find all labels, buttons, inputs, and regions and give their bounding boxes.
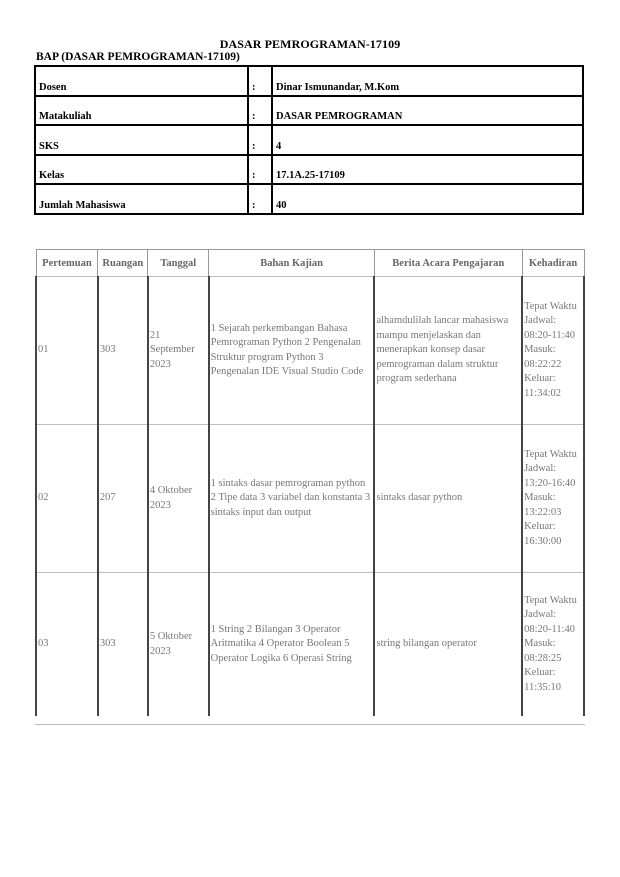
- cell-bahan-kajian: 1 String 2 Bilangan 3 Operator Aritmatika 4 Operator Boolean 5 Operator Logika 6 Operasi String: [209, 573, 375, 717]
- info-row-matakuliah: [35, 96, 583, 126]
- table-row: [36, 425, 584, 573]
- cell-berita-acara: alhamdulilah lancar mahasiswa mampu menjelaskan dan menerapkan konsep dasar pemrograman dalam struktur program sederhana: [374, 277, 522, 425]
- cell-kehadiran: Tepat Waktu Jadwal: 08:20-11:40 Masuk: 08:22:22 Keluar: 11:34:02: [522, 277, 584, 425]
- table-row: [36, 573, 584, 717]
- cell-pertemuan: 01: [36, 277, 98, 425]
- info-label: Kelas: [35, 155, 248, 185]
- info-row-dosen: [35, 66, 583, 96]
- document-title: DASAR PEMROGRAMAN-17109: [219, 37, 401, 51]
- table-header-row: [36, 250, 584, 277]
- info-row-sks: [35, 125, 583, 155]
- column-header-pertemuan: Pertemuan: [36, 250, 98, 277]
- info-separator: :: [248, 96, 272, 126]
- column-header-berita-acara: Berita Acara Pengajaran: [374, 250, 522, 277]
- cell-ruangan: 303: [98, 277, 148, 425]
- info-value: 17.1A.25-17109: [272, 155, 583, 185]
- info-label: Dosen: [35, 66, 248, 96]
- info-row-jumlah-mahasiswa: [35, 184, 583, 214]
- info-separator: :: [248, 66, 272, 96]
- cell-berita-acara: sintaks dasar python: [374, 425, 522, 573]
- info-value: Dinar Ismunandar, M.Kom: [272, 66, 583, 96]
- info-label: Matakuliah: [35, 96, 248, 126]
- info-label: SKS: [35, 125, 248, 155]
- cell-tanggal: 21 September 2023: [148, 277, 209, 425]
- info-separator: :: [248, 184, 272, 214]
- info-row-kelas: [35, 155, 583, 185]
- column-header-ruangan: Ruangan: [98, 250, 148, 277]
- info-value: DASAR PEMROGRAMAN: [272, 96, 583, 126]
- cell-kehadiran: Tepat Waktu Jadwal: 13:20-16:40 Masuk: 13:22:03 Keluar: 16:30:00: [522, 425, 584, 573]
- cell-pertemuan: 03: [36, 573, 98, 717]
- cell-berita-acara: string bilangan operator: [374, 573, 522, 717]
- info-separator: :: [248, 125, 272, 155]
- info-separator: :: [248, 155, 272, 185]
- cell-kehadiran: Tepat Waktu Jadwal: 08:20-11:40 Masuk: 08:28:25 Keluar: 11:35:10: [522, 573, 584, 717]
- cell-tanggal: 5 Oktober 2023: [148, 573, 209, 717]
- info-value: 40: [272, 184, 583, 214]
- cell-tanggal: 4 Oktober 2023: [148, 425, 209, 573]
- column-header-tanggal: Tanggal: [148, 250, 209, 277]
- course-info-table: [34, 65, 584, 215]
- cell-bahan-kajian: 1 Sejarah perkembangan Bahasa Pemrograman Python 2 Pengenalan Struktur program Python 3 Pengenalan IDE Visual Studio Code: [209, 277, 375, 425]
- table-bottom-edge: [35, 724, 585, 725]
- table-row: [36, 277, 584, 425]
- info-label: Jumlah Mahasiswa: [35, 184, 248, 214]
- info-value: 4: [272, 125, 583, 155]
- column-header-kehadiran: Kehadiran: [522, 250, 584, 277]
- cell-bahan-kajian: 1 sintaks dasar pemrograman python 2 Tipe data 3 variabel dan konstanta 3 sintaks input dan output: [209, 425, 375, 573]
- cell-ruangan: 303: [98, 573, 148, 717]
- cell-pertemuan: 02: [36, 425, 98, 573]
- column-header-bahan-kajian: Bahan Kajian: [209, 250, 375, 277]
- document-subtitle: BAP (DASAR PEMROGRAMAN-17109): [36, 51, 240, 63]
- meeting-report-table: [35, 249, 585, 716]
- cell-ruangan: 207: [98, 425, 148, 573]
